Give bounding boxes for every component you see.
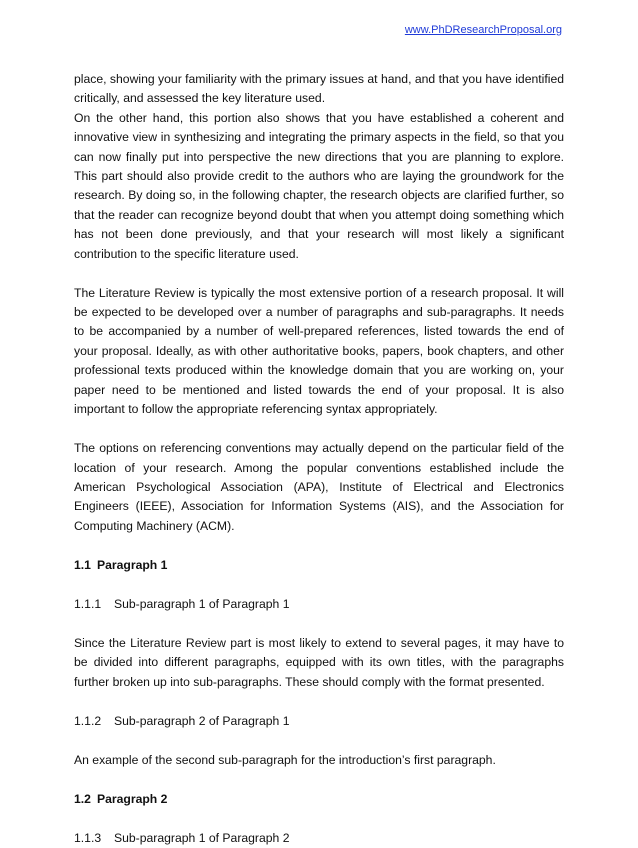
heading-number: 1.1 [74, 557, 91, 572]
paragraph-gap [74, 264, 564, 284]
paragraph-gap [74, 614, 564, 634]
paragraph-gap [74, 692, 564, 712]
subheading-number: 1.1.2 [74, 713, 102, 728]
subheading-1-1-2 [74, 712, 564, 731]
paragraph-gap [74, 575, 564, 595]
paragraph-referencing-options: The options on referencing conventions may actually depend on the particular field of the location of your research. Among the popular conventions established include the American Psychological Association (APA), Institute of Electrical and Electronics Engineers (IEEE), Association for Information Systems (AIS), and the Association for Computing Machinery (ACM). [74, 441, 564, 533]
paragraph-other-hand: On the other hand, this portion also shows that you have established a coherent and innovative view in synthesizing and integrating the primary aspects in the field, so that you can now finally put into perspective the new directions that you are planning to explore. This part should also provide credit to the authors who are laying the groundwork for the research. By doing so, in the following chapter, the research objects are clarified further, so that the reader can recognize beyond doubt that when you attempt doing something which has not been done previously, and that your research will most likely a significant contribution to the specific literature used. [74, 110, 564, 261]
paragraph-continuation: place, showing your familiarity with the primary issues at hand, and that you have identified critically, and assessed the key literature used. [74, 72, 564, 106]
heading-paragraph-1 [74, 556, 564, 575]
subheading-number: 1.1.3 [74, 830, 102, 845]
subheading-1-1-3 [74, 829, 564, 848]
page-content [74, 70, 564, 848]
paragraph-several-pages: Since the Literature Review part is most likely to extend to several pages, it may have to be divided into different paragraphs, equipped with its own titles, with the paragraphs further broken up into sub-paragraphs. These should comply with the format presented. [74, 635, 564, 689]
subheading-title: Sub-paragraph 1 of Paragraph 2 [114, 830, 290, 845]
paragraph-gap [74, 536, 564, 556]
heading-number: 1.2 [74, 791, 91, 806]
subheading-title: Sub-paragraph 2 of Paragraph 1 [114, 713, 290, 728]
paragraph-gap [74, 770, 564, 790]
heading-paragraph-2 [74, 790, 564, 809]
heading-title: Paragraph 2 [96, 791, 168, 806]
subheading-number: 1.1.1 [74, 596, 102, 611]
subheading-1-1-1 [74, 595, 564, 614]
paragraph-gap [74, 420, 564, 440]
heading-title: Paragraph 1 [96, 557, 168, 572]
paragraph-literature-review: The Literature Review is typically the most extensive portion of a research proposal. It will be expected to be developed over a number of paragraphs and sub-paragraphs. It needs to be accompanied by a number of well-prepared references, listed towards the end of your proposal. Ideally, as with other authoritative books, papers, book chapters, and other professional texts produced within the knowledge domain that you are working on, your paper need to be mentioned and listed towards the end of your proposal. It is also important to follow the appropriate referencing syntax appropriately. [74, 285, 564, 417]
paragraph-gap [74, 731, 564, 751]
header-url-link[interactable]: www.PhDResearchProposal.org [404, 24, 562, 36]
subheading-title: Sub-paragraph 1 of Paragraph 1 [114, 596, 290, 611]
paragraph-example: An example of the second sub-paragraph for the introduction’s first paragraph. [74, 752, 496, 767]
